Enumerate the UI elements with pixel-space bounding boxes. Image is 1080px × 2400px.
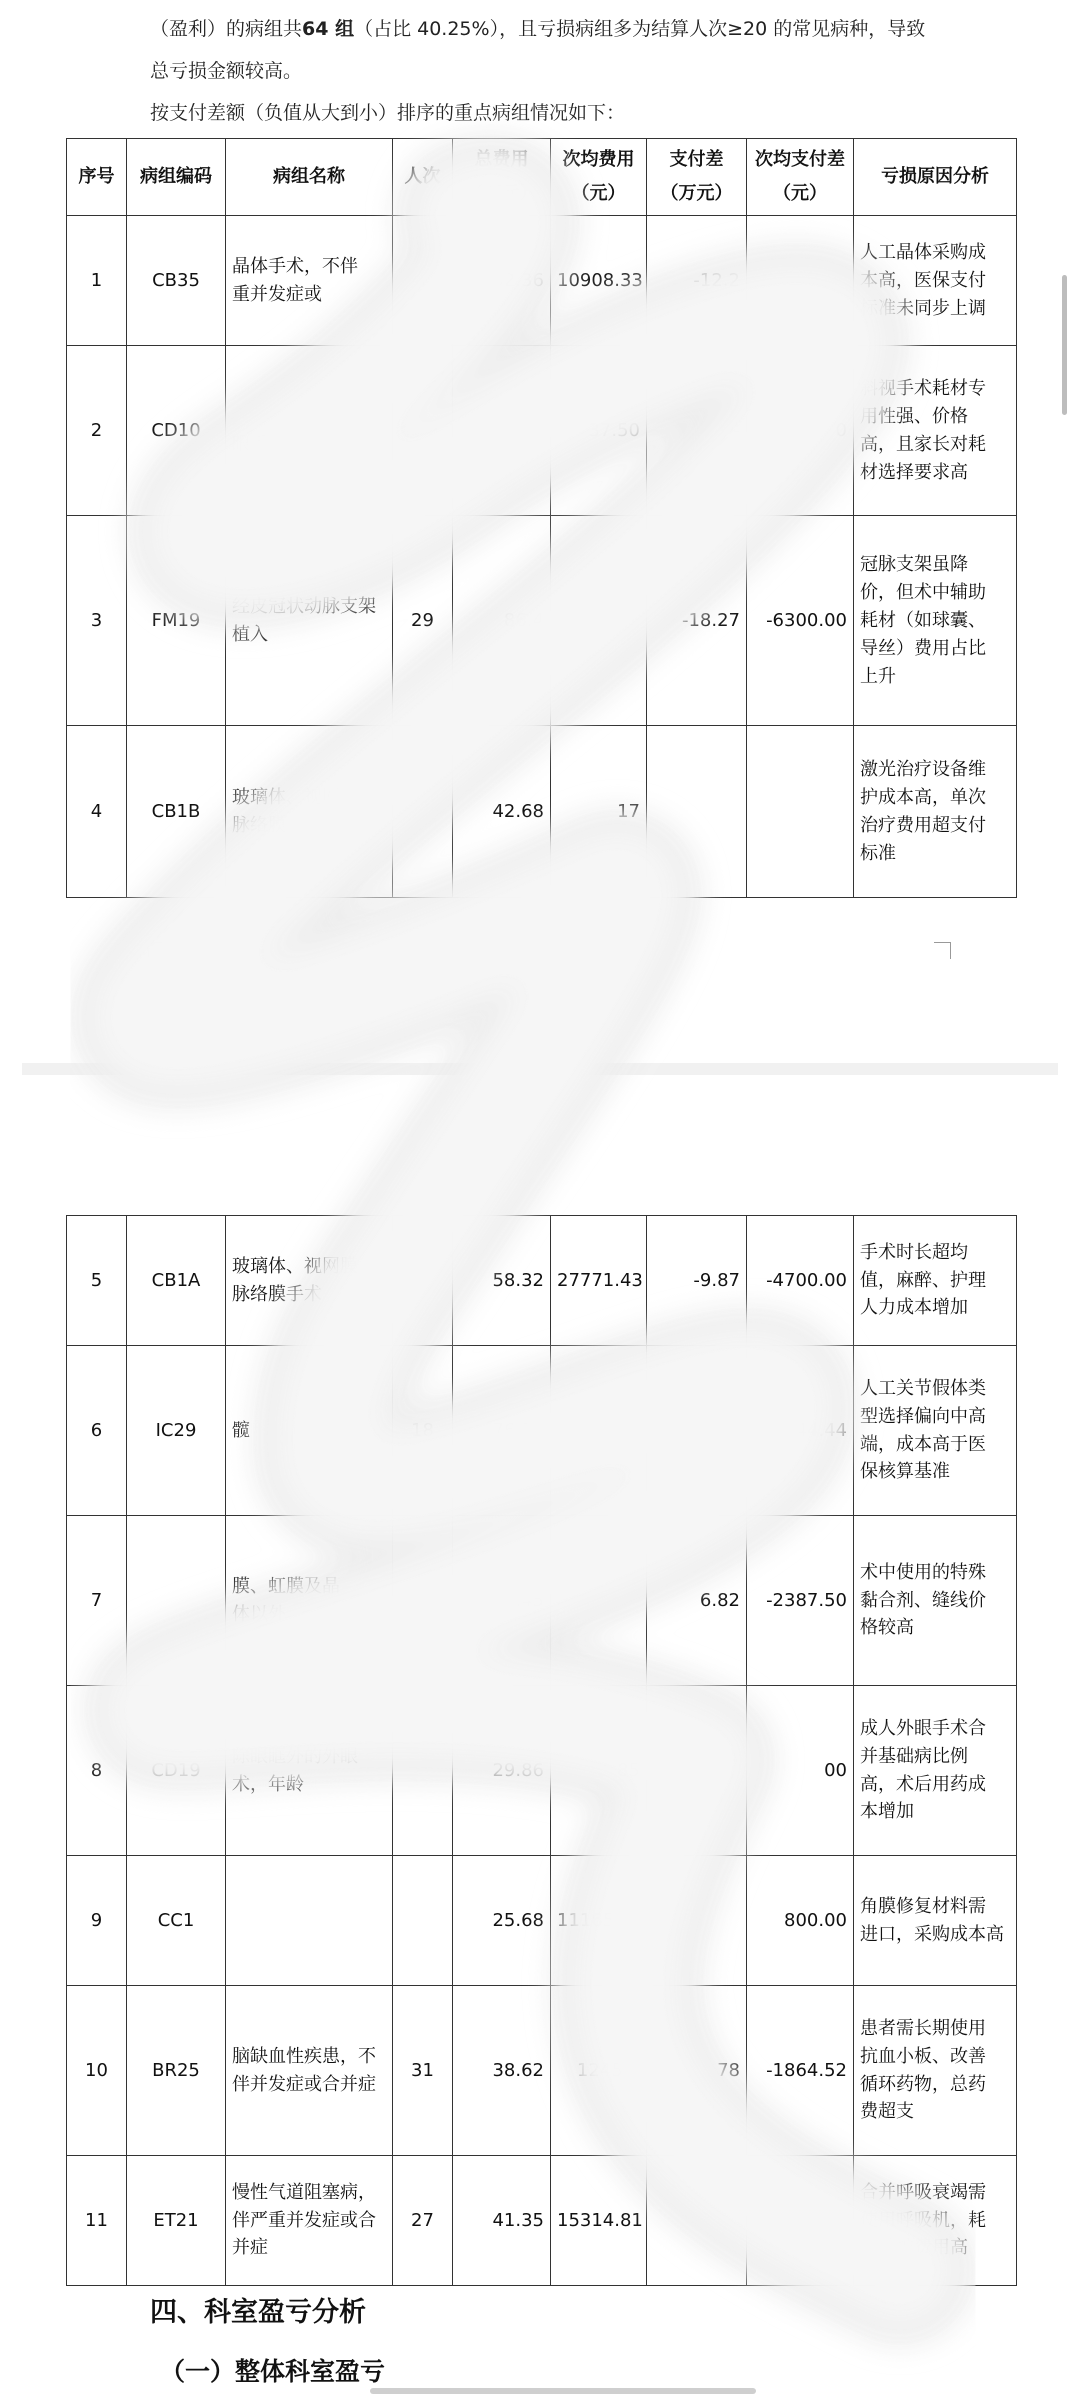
table-row xyxy=(67,2156,1017,2286)
page-corner-mark-left xyxy=(148,942,165,959)
cell-count xyxy=(393,1216,453,1346)
cell-avg_diff: 00 xyxy=(747,1686,854,1856)
home-indicator[interactable] xyxy=(370,2388,756,2394)
cell-code xyxy=(127,1516,226,1686)
cell-count xyxy=(393,216,453,346)
cell-total: 25.68 xyxy=(453,1856,551,1986)
cell-avg_diff xyxy=(747,2156,854,2286)
column-header: 总费用 （万元） xyxy=(453,139,551,216)
cell-avg_diff: -6300.00 xyxy=(747,516,854,726)
cell-no: 9 xyxy=(67,1856,127,1986)
cell-count xyxy=(393,1856,453,1986)
cell-total: 58.32 xyxy=(453,1216,551,1346)
cell-diff xyxy=(647,1686,747,1856)
page-separator xyxy=(22,1063,1058,1075)
intro-line-3: 按支付差额（负值从大到小）排序的重点病组情况如下： xyxy=(150,102,626,124)
table-row xyxy=(67,346,1017,516)
cell-name: 慢性气道阻塞病， 伴严重并发症或合 并症 xyxy=(226,2156,393,2286)
cell-no: 1 xyxy=(67,216,127,346)
cell-no: 7 xyxy=(67,1516,127,1686)
cell-avg_diff: 844.44 xyxy=(747,1346,854,1516)
cell-reason: 激光治疗设备维 护成本高，单次 治疗费用超支付 标准 xyxy=(854,726,1017,898)
cell-code: CB1B xyxy=(127,726,226,898)
cell-name: 膜、虹膜及晶 体以外 xyxy=(226,1516,393,1686)
table-row xyxy=(67,1346,1017,1516)
cell-name: 除眼眶外的外眼 术，年龄 xyxy=(226,1686,393,1856)
page-corner-mark-right xyxy=(934,942,951,959)
cell-no: 4 xyxy=(67,726,127,898)
cell-count xyxy=(393,726,453,898)
cell-reason: 患者需长期使用 抗血小板、改善 循环药物，总药 费超支 xyxy=(854,1986,1017,2156)
cell-code: FM19 xyxy=(127,516,226,726)
cell-name: 经皮冠状动脉支架 植入 xyxy=(226,516,393,726)
cell-diff: -12.2 xyxy=(647,216,747,346)
cell-count: 18 xyxy=(393,1346,453,1516)
intro-line-1-bold: 64 组 xyxy=(302,18,355,40)
cell-code: ET21 xyxy=(127,2156,226,2286)
cell-code: CD19 xyxy=(127,1686,226,1856)
table-row xyxy=(67,1516,1017,1686)
intro-line-1 xyxy=(150,14,925,41)
cell-diff xyxy=(647,1346,747,1516)
cell-code: BR25 xyxy=(127,1986,226,2156)
cost-table-page-2 xyxy=(66,1215,1017,2286)
scrollbar-thumb[interactable] xyxy=(1062,275,1067,415)
cell-count: 29 xyxy=(393,516,453,726)
cell-total: 52.36 xyxy=(453,216,551,346)
cell-name: 晶体手术，不伴 重并发症或 xyxy=(226,216,393,346)
cell-avg_diff: -1864.52 xyxy=(747,1986,854,2156)
cell-reason: 合并呼吸衰竭需 使用呼吸机，耗 材及护费用高 xyxy=(854,2156,1017,2286)
cell-avg_diff: 800.00 xyxy=(747,1856,854,1986)
cell-name: 眼手 xyxy=(226,346,393,516)
intro-line-1-post: （占比 40.25%），且亏损病组多为结算人次≥20 的常见病种，导致 xyxy=(354,18,926,40)
table-row xyxy=(67,516,1017,726)
cell-total: 29.86 xyxy=(453,1686,551,1856)
column-header: 亏损原因分析 xyxy=(854,139,1017,216)
cell-no: 5 xyxy=(67,1216,127,1346)
cell-code: CD10 xyxy=(127,346,226,516)
table-row xyxy=(67,216,1017,346)
cell-avg: 42516.67 xyxy=(551,1346,647,1516)
cell-code: CB35 xyxy=(127,216,226,346)
table-row xyxy=(67,1856,1017,1986)
cell-count xyxy=(393,1686,453,1856)
cell-avg_diff: -2387.50 xyxy=(747,1516,854,1686)
column-header: 病组名称 xyxy=(226,139,393,216)
column-header: 次均费用 （元） xyxy=(551,139,647,216)
table-header-row xyxy=(67,139,1017,216)
cell-avg_diff xyxy=(747,726,854,898)
table-row xyxy=(67,1686,1017,1856)
cell-total: 86.4 xyxy=(453,516,551,726)
cell-count xyxy=(393,346,453,516)
cell-name: 脑缺血性疾患，不 伴并发症或合并症 xyxy=(226,1986,393,2156)
table-row xyxy=(67,726,1017,898)
cell-no: 8 xyxy=(67,1686,127,1856)
column-header: 序号 xyxy=(67,139,127,216)
cell-total: 41.35 xyxy=(453,2156,551,2286)
cell-code: CC1 xyxy=(127,1856,226,1986)
cell-avg: 15314.81 xyxy=(551,2156,647,2286)
cell-name: 玻璃体、视网 脉络膜 xyxy=(226,726,393,898)
cell-code: IC29 xyxy=(127,1346,226,1516)
cell-no: 11 xyxy=(67,2156,127,2286)
table-row xyxy=(67,1986,1017,2156)
cell-diff: -9.87 xyxy=(647,1216,747,1346)
cell-diff: 78 xyxy=(647,1986,747,2156)
column-header: 病组编码 xyxy=(127,139,226,216)
sub-heading: （一）整体科室盈亏 xyxy=(160,2357,386,2386)
cell-reason: 斜视手术耗材专 用性强、价格 高，且家长对耗 材选择要求高 xyxy=(854,346,1017,516)
cell-avg: 37.50 xyxy=(551,346,647,516)
cell-diff xyxy=(647,2156,747,2286)
cell-avg_diff: -4700.00 xyxy=(747,1216,854,1346)
cell-reason: 术中使用的特殊 黏合剂、缝线价 格较高 xyxy=(854,1516,1017,1686)
cell-avg xyxy=(551,1516,647,1686)
cell-diff xyxy=(647,726,747,898)
cell-diff: - xyxy=(647,346,747,516)
cell-diff: -18.27 xyxy=(647,516,747,726)
cell-avg_diff xyxy=(747,216,854,346)
cell-reason: 手术时长超均 值，麻醉、护理 人力成本增加 xyxy=(854,1216,1017,1346)
cell-avg: 12458. xyxy=(551,1986,647,2156)
cell-count xyxy=(393,1516,453,1686)
cell-reason: 人工晶体采购成 本高，医保支付 标准未同步上调 xyxy=(854,216,1017,346)
cell-name xyxy=(226,1856,393,1986)
cell-name: 玻璃体、视网膜 脉络膜手术 xyxy=(226,1216,393,1346)
cell-total: 76.53 xyxy=(453,1346,551,1516)
cell-reason: 成人外眼手术合 并基础病比例 高，术后用药成 本增加 xyxy=(854,1686,1017,1856)
cell-count: 27 xyxy=(393,2156,453,2286)
cell-reason: 角膜修复材料需 进口，采购成本高 xyxy=(854,1856,1017,1986)
cell-avg: 10908.33 xyxy=(551,216,647,346)
cell-name: 髋 xyxy=(226,1346,393,1516)
column-header: 次均支付差 （元） xyxy=(747,139,854,216)
cost-table-page-1 xyxy=(66,138,1017,898)
cell-total xyxy=(453,346,551,516)
cell-total: 42.68 xyxy=(453,726,551,898)
table-row xyxy=(67,1216,1017,1346)
cell-code: CB1A xyxy=(127,1216,226,1346)
cell-reason: 冠脉支架虽降 价，但术中辅助 耗材（如球囊、 导丝）费用占比 上升 xyxy=(854,516,1017,726)
section-heading: 四、科室盈亏分析 xyxy=(150,2297,366,2328)
cell-total: 22.45 xyxy=(453,1516,551,1686)
cell-avg: 11165.22 xyxy=(551,1856,647,1986)
cell-avg: 27771.43 xyxy=(551,1216,647,1346)
cell-no: 10 xyxy=(67,1986,127,2156)
cell-no: 3 xyxy=(67,516,127,726)
cell-avg: 85 xyxy=(551,1686,647,1856)
cell-no: 6 xyxy=(67,1346,127,1516)
cell-avg_diff: 0 xyxy=(747,346,854,516)
cell-count: 31 xyxy=(393,1986,453,2156)
cell-avg: 17 xyxy=(551,726,647,898)
cell-diff xyxy=(647,1856,747,1986)
cell-total: 38.62 xyxy=(453,1986,551,2156)
column-header: 支付差 （万元） xyxy=(647,139,747,216)
cell-avg xyxy=(551,516,647,726)
cell-reason: 人工关节假体类 型选择偏向中高 端，成本高于医 保核算基准 xyxy=(854,1346,1017,1516)
cell-no: 2 xyxy=(67,346,127,516)
cell-diff: 6.82 xyxy=(647,1516,747,1686)
intro-line-1-pre: （盈利）的病组共 xyxy=(150,18,303,40)
column-header: 人次 xyxy=(393,139,453,216)
intro-line-2: 总亏损金额较高。 xyxy=(150,60,303,82)
